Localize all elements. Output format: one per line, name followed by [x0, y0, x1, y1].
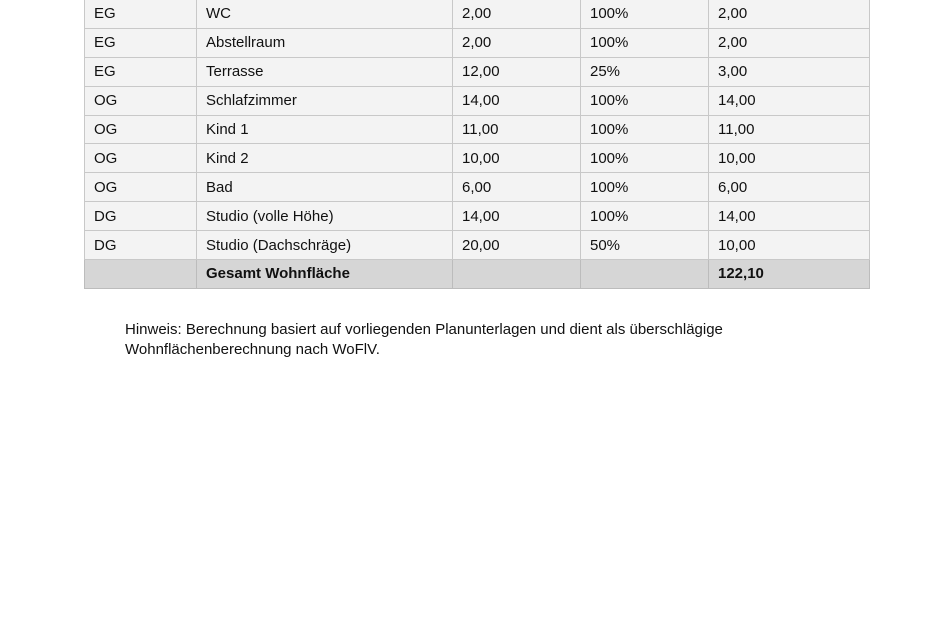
factor-cell: 100%	[581, 202, 709, 231]
living-area-cell: 2,00	[709, 0, 870, 28]
table-row	[85, 202, 870, 231]
factor-cell: 100%	[581, 144, 709, 173]
area-cell: 20,00	[453, 231, 581, 260]
note-line: Wohnflächenberechnung nach WoFlV.	[125, 341, 380, 358]
living-area-cell: 6,00	[709, 173, 870, 202]
room-cell: WC	[197, 0, 453, 28]
table-row	[85, 231, 870, 260]
living-area-cell: 3,00	[709, 57, 870, 86]
room-cell: Terrasse	[197, 57, 453, 86]
floor-cell: OG	[85, 115, 197, 144]
total-empty-cell	[581, 260, 709, 289]
calculation-note	[125, 320, 825, 360]
living-area-table-body	[85, 0, 870, 288]
area-cell: 6,00	[453, 173, 581, 202]
room-cell: Kind 2	[197, 144, 453, 173]
table-row	[85, 28, 870, 57]
table-row	[85, 57, 870, 86]
table-row	[85, 115, 870, 144]
table-row	[85, 86, 870, 115]
area-cell: 2,00	[453, 28, 581, 57]
floor-cell: DG	[85, 202, 197, 231]
floor-cell: EG	[85, 57, 197, 86]
total-label: Gesamt Wohnfläche	[197, 260, 453, 289]
total-row	[85, 260, 870, 289]
living-area-cell: 11,00	[709, 115, 870, 144]
room-cell: Bad	[197, 173, 453, 202]
area-cell: 2,00	[453, 0, 581, 28]
living-area-table	[84, 0, 870, 289]
factor-cell: 50%	[581, 231, 709, 260]
floor-cell: DG	[85, 231, 197, 260]
table-row	[85, 144, 870, 173]
living-area-cell: 14,00	[709, 202, 870, 231]
factor-cell: 100%	[581, 86, 709, 115]
factor-cell: 25%	[581, 57, 709, 86]
factor-cell: 100%	[581, 28, 709, 57]
living-area-cell: 14,00	[709, 86, 870, 115]
room-cell: Schlafzimmer	[197, 86, 453, 115]
factor-cell: 100%	[581, 0, 709, 28]
living-area-cell: 2,00	[709, 28, 870, 57]
area-cell: 10,00	[453, 144, 581, 173]
floor-cell: EG	[85, 28, 197, 57]
living-area-cell: 10,00	[709, 144, 870, 173]
area-cell: 11,00	[453, 115, 581, 144]
note-line: Hinweis: Berechnung basiert auf vorliegenden Planunterlagen und dient als überschlägige	[125, 321, 723, 338]
living-area-cell: 10,00	[709, 231, 870, 260]
total-value: 122,10	[709, 260, 870, 289]
table-row	[85, 173, 870, 202]
area-cell: 14,00	[453, 86, 581, 115]
area-cell: 14,00	[453, 202, 581, 231]
floor-cell: OG	[85, 173, 197, 202]
room-cell: Studio (Dachschräge)	[197, 231, 453, 260]
total-empty-cell	[85, 260, 197, 289]
room-cell: Kind 1	[197, 115, 453, 144]
area-cell: 12,00	[453, 57, 581, 86]
room-cell: Abstellraum	[197, 28, 453, 57]
floor-cell: EG	[85, 0, 197, 28]
total-empty-cell	[453, 260, 581, 289]
room-cell: Studio (volle Höhe)	[197, 202, 453, 231]
factor-cell: 100%	[581, 115, 709, 144]
floor-cell: OG	[85, 86, 197, 115]
floor-cell: OG	[85, 144, 197, 173]
factor-cell: 100%	[581, 173, 709, 202]
table-row	[85, 0, 870, 28]
